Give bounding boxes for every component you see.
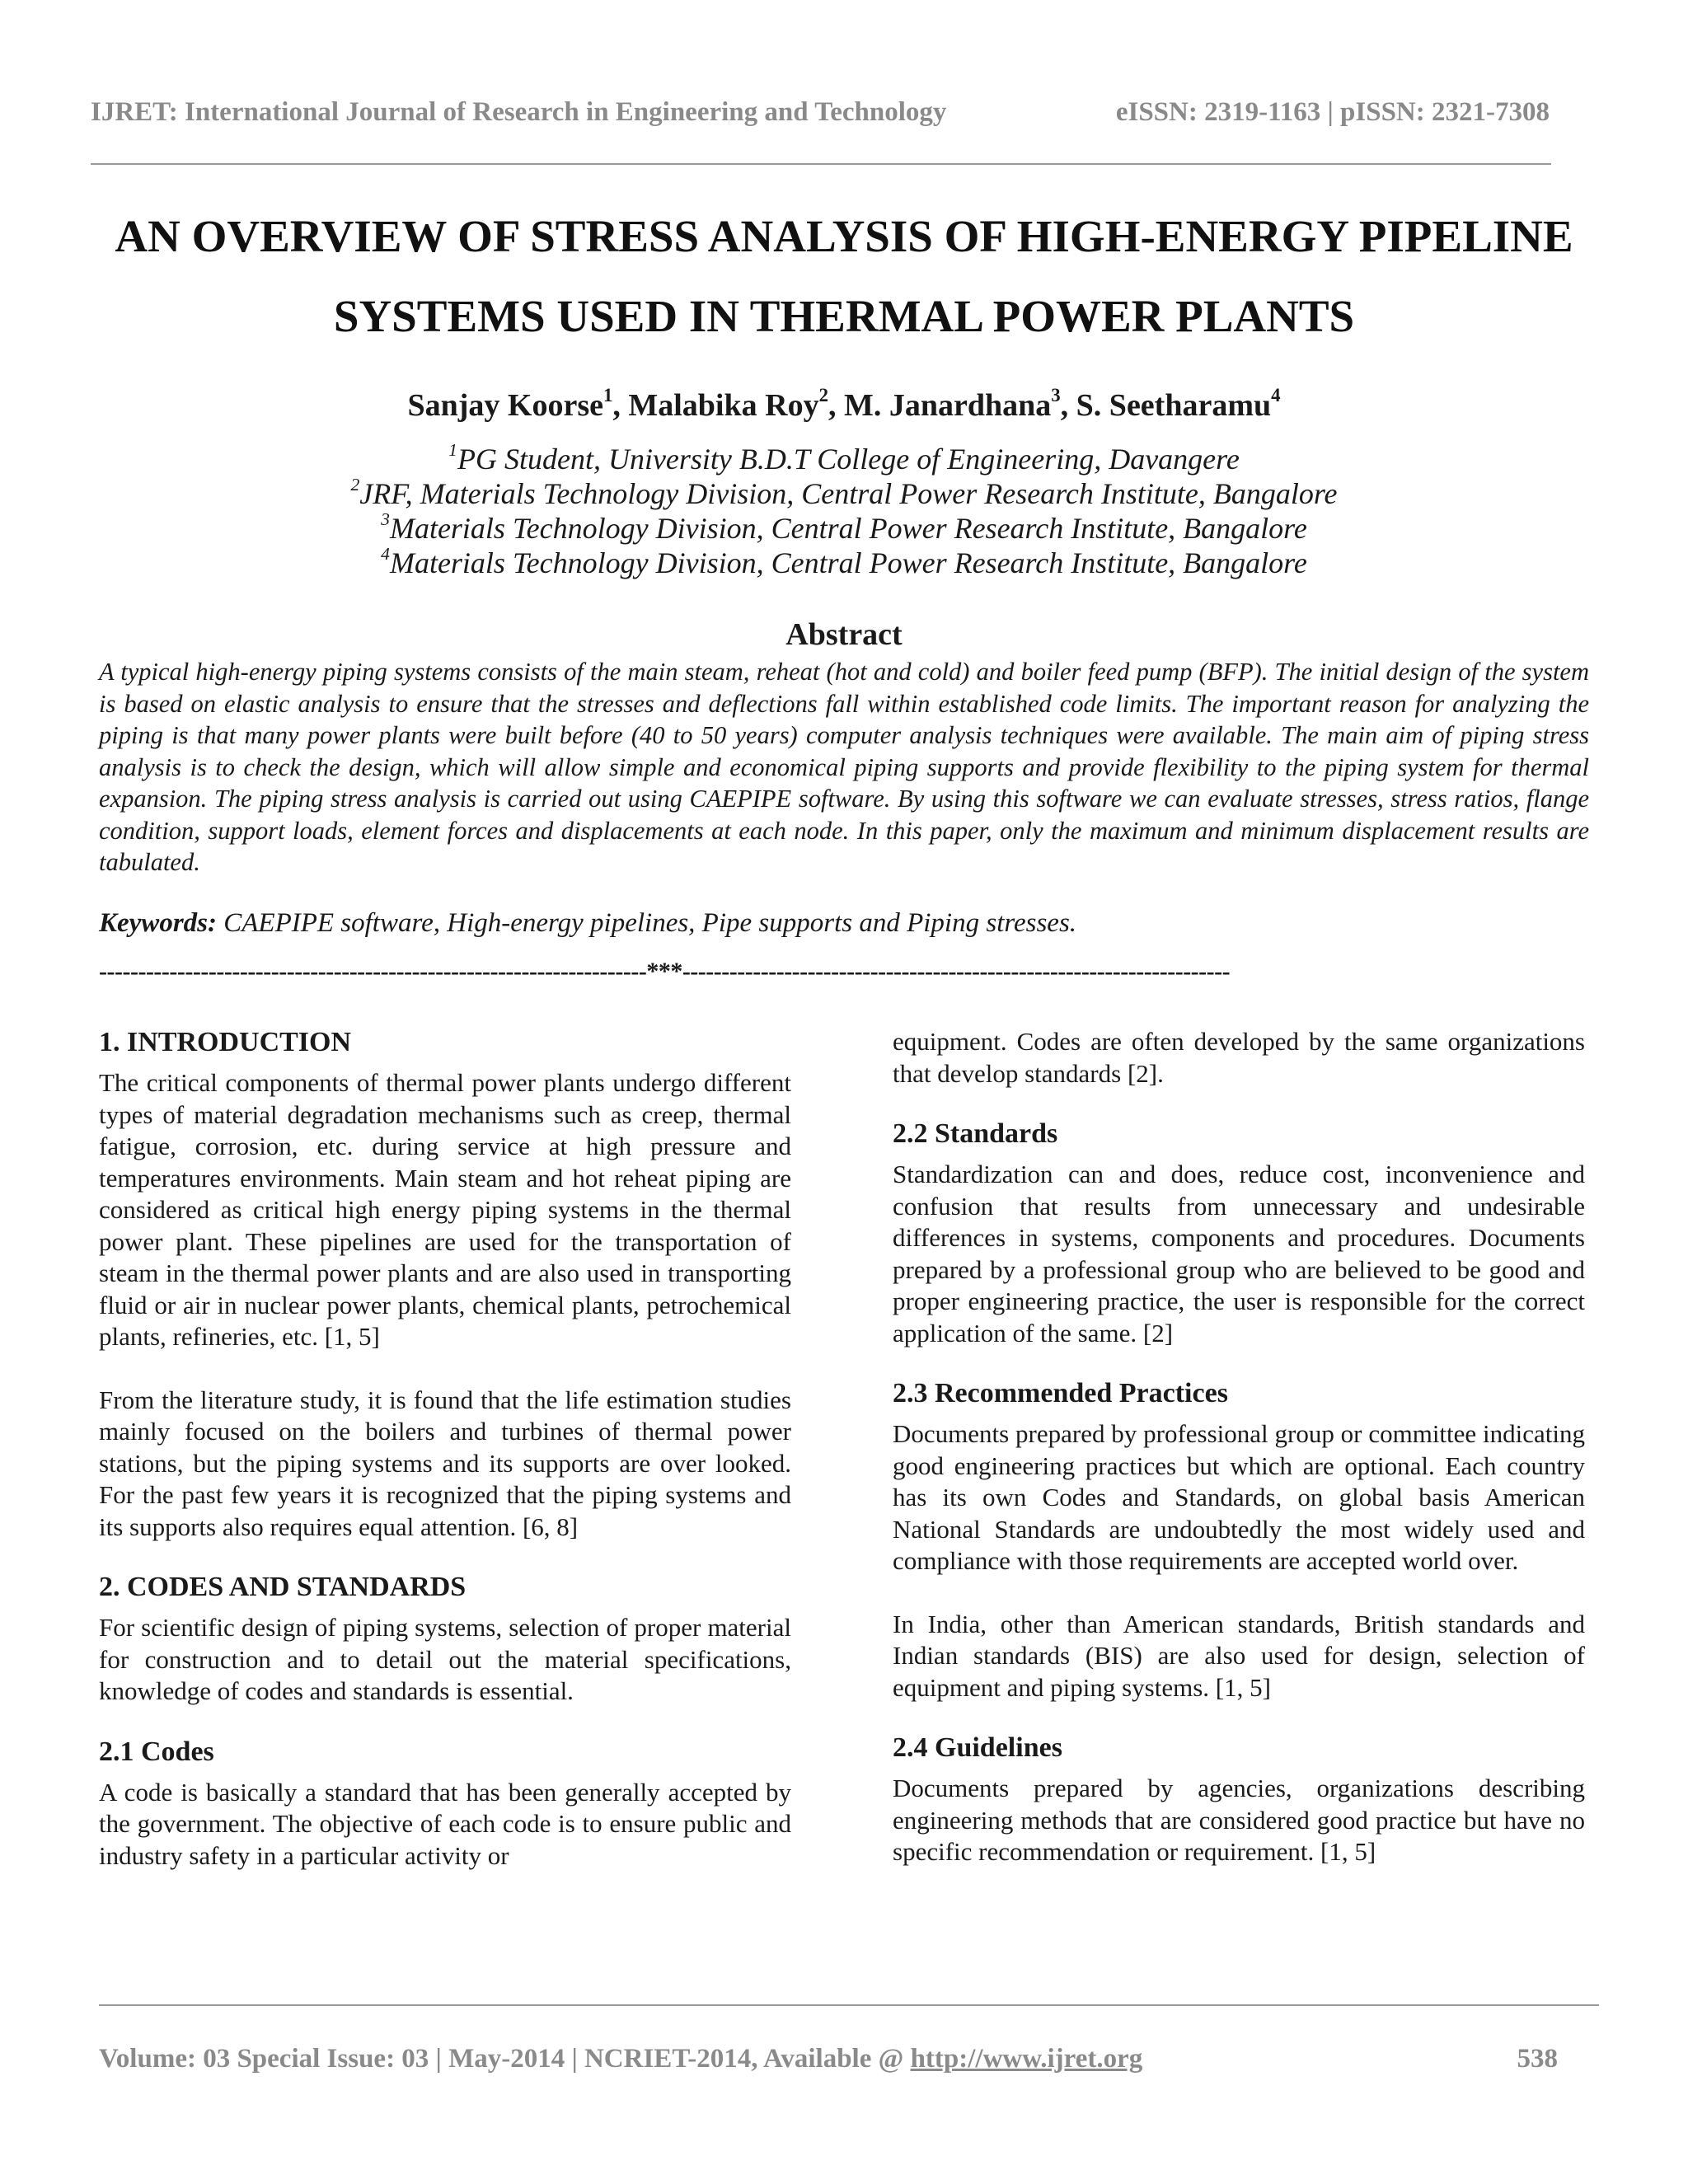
section-heading: 1. INTRODUCTION <box>99 1027 352 1057</box>
header-rule <box>91 163 1551 165</box>
section-heading: 2.3 Recommended Practices <box>893 1378 1228 1408</box>
title-line-2: SYSTEMS USED IN THERMAL POWER PLANTS <box>333 291 1355 341</box>
section-heading: 2. CODES AND STANDARDS <box>99 1572 467 1602</box>
paragraph: Documents prepared by agencies, organizations describing engineering methods that are considered good practice but have no specific recommendation or requirement. [1, 5] <box>893 1774 1585 1866</box>
journal-name: IJRET: International Journal of Research in Engineering and Technology <box>91 97 947 127</box>
abstract-heading: Abstract <box>785 617 903 652</box>
affiliation: $^2$JRF, Materials Technology Division, Central Power Research Institute, Bangalore <box>350 474 1338 510</box>
left-column <box>99 1026 791 1872</box>
paragraph: Documents prepared by professional group or committee indicating good engineering practices but which are optional. Each country has its own Codes and Standards, on global basis American National Standards are undoubtedly the most widely used and compliance with those requirements are accepted world over. <box>893 1419 1585 1575</box>
affiliation: $^3$Materials Technology Division, Central Power Research Institute, Bangalore <box>381 509 1307 545</box>
author: Malabika Roy$^2$, <box>628 384 844 423</box>
paragraph: The critical components of thermal power plants undergo different types of material degradation mechanisms such as creep, thermal fatigue, corrosion, etc. during service at high pressure and temperatures environments. Main steam and hot reheat piping are considered as critical high energy piping systems in the thermal power plant. These pipelines are used for the transportation of steam in the thermal power plants and are also used in transporting fluid or air in nuclear power plants, chemical plants, petrochemical plants, refineries, etc. [1, 5] <box>99 1068 791 1351</box>
author-list <box>0 384 1688 424</box>
author: Sanjay Koorse$^1$, <box>407 384 629 423</box>
keywords <box>99 908 1589 939</box>
affiliation: $^4$Materials Technology Division, Central Power Research Institute, Bangalore <box>381 543 1307 579</box>
paragraph: In India, other than American standards, British standards and Indian standards (BIS) are also used for design, selection of equipment and piping systems. [1, 5] <box>893 1609 1585 1702</box>
section-heading: 2.4 Guidelines <box>893 1732 1062 1763</box>
affiliation: $^1$PG Student, University B.D.T College of Engineering, Davangere <box>448 439 1240 476</box>
keywords-text: CAEPIPE software, High-energy pipelines, Pipe supports and Piping stresses. <box>217 908 1077 938</box>
abstract-text: A typical high-energy piping systems consists of the main steam, reheat (hot and cold) and boiler feed pump (BFP). The initial design of the system is based on elastic analysis to ensure that the stresses and deflections fall within established code limits. The important reason for analyzing the piping is that many power plants were built before (40 to 50 years) computer analysis techniques were available. The main aim of piping stress analysis is to check the design, which will allow simple and economical piping supports and provide flexibility to the piping system for thermal expansion. The piping stress analysis is carried out using CAEPIPE software. By using this software we can evaluate stresses, stress ratios, flange condition, support loads, element forces and displacements at each node. In this paper, only the maximum and minimum displacement results are tabulated. <box>99 658 1589 876</box>
journal-link[interactable]: http://www.ijret.org <box>910 2044 1143 2074</box>
paragraph: From the literature study, it is found that the life estimation studies mainly focused on the boilers and turbines of thermal power stations, but the piping systems and its supports are over looked. For the past few years it is recognized that the piping systems and its supports also requires equal attention. [6, 8] <box>99 1385 791 1541</box>
section-separator: ----------------------------------------------------------------------***---------------------------------------------------------------------- <box>99 958 1231 985</box>
author: M. Janardhana$^3$, <box>843 384 1076 423</box>
footer-rule <box>99 2004 1599 2006</box>
running-footer <box>99 2044 1558 2074</box>
right-column <box>893 1026 1585 1868</box>
keywords-label: Keywords: <box>99 908 217 938</box>
paragraph: equipment. Codes are often developed by the same organizations that develop standards [2]. <box>893 1027 1585 1088</box>
running-header <box>91 97 1550 128</box>
issn-info: eISSN: 2319-1163 | pISSN: 2321-7308 <box>1115 97 1550 127</box>
title-line-1: AN OVERVIEW OF STRESS ANALYSIS OF HIGH-ENERGY PIPELINE <box>115 211 1573 261</box>
section-heading: 2.1 Codes <box>99 1736 214 1767</box>
paragraph: A code is basically a standard that has been generally accepted by the government. The objective of each code is to ensure public and industry safety in a particular activity or <box>99 1777 791 1870</box>
affiliation-list <box>0 439 1688 580</box>
section-heading: 2.2 Standards <box>893 1118 1058 1149</box>
volume-info: Volume: 03 Special Issue: 03 | May-2014 | NCRIET-2014, Available @ http://www.ijret.org <box>99 2044 1143 2074</box>
paper-title <box>0 196 1688 356</box>
page-number: 538 <box>1517 2044 1558 2074</box>
author: S. Seetharamu$^4$ <box>1076 384 1281 423</box>
paragraph: For scientific design of piping systems, selection of proper material for construction and to detail out the material specifications, knowledge of codes and standards is essential. <box>99 1613 791 1705</box>
paragraph: Standardization can and does, reduce cost, inconvenience and confusion that results from unnecessary and undesirable differences in systems, components and procedures. Documents prepared by a professional group who are believed to be good and proper engineering practice, the user is responsible for the correct application of the same. [2] <box>893 1160 1585 1347</box>
